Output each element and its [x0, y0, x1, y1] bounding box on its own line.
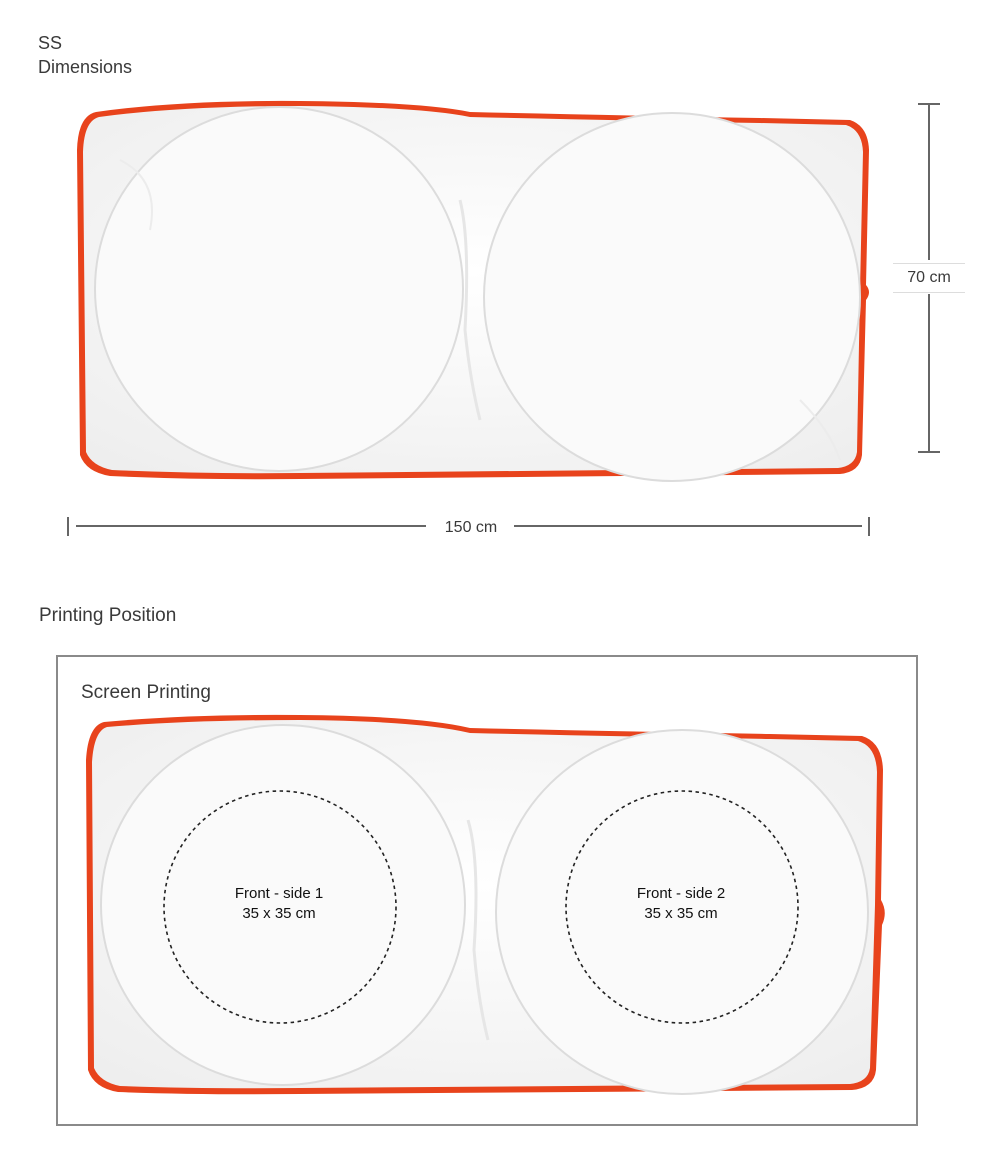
height-label: 70 cm: [893, 263, 965, 293]
printing-position-title: Printing Position: [39, 605, 177, 626]
printing-method-label: Screen Printing: [81, 682, 211, 703]
print-area-1-label: [179, 884, 379, 924]
width-label: 150 cm: [431, 517, 511, 539]
print-area-2-size: 35 x 35 cm: [644, 905, 718, 922]
print-area-1-name: Front - side 1: [234, 885, 324, 902]
product-code: SS: [38, 33, 63, 53]
sunshade-product-top: [77, 101, 869, 481]
print-area-2-name: Front - side 2: [636, 885, 726, 902]
print-area-1-size: 35 x 35 cm: [242, 905, 316, 922]
print-area-2-label: [581, 884, 781, 924]
dimensions-title: Dimensions: [38, 57, 133, 77]
